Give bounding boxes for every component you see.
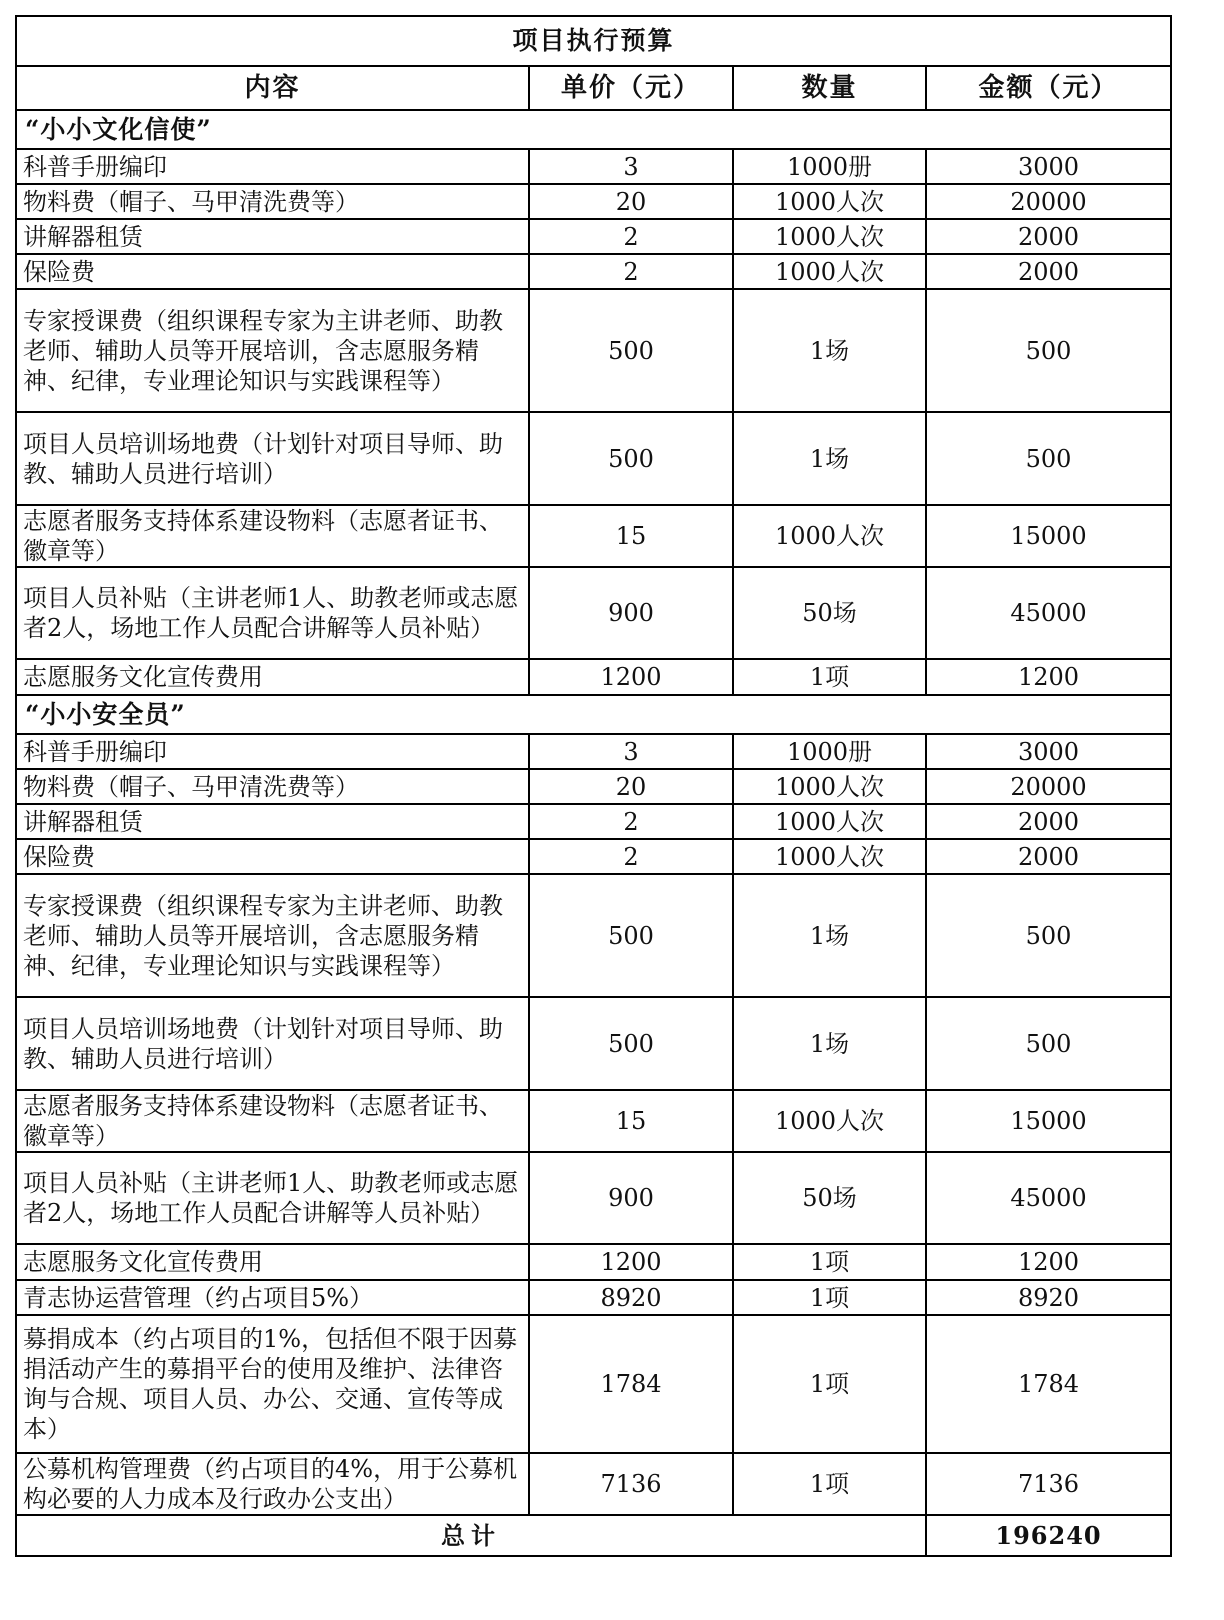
cell-content: 专家授课费（组织课程专家为主讲老师、助教老师、辅助人员等开展培训，含志愿服务精神、纪律，专业理论知识与实践课程等） <box>16 289 529 412</box>
cell-amount: 2000 <box>926 219 1171 254</box>
cell-unit-price: 2 <box>529 219 733 254</box>
table-row <box>16 505 1171 567</box>
header-content: 内容 <box>16 66 529 110</box>
table-row <box>16 184 1171 219</box>
section-title: “小小文化信使” <box>16 110 1171 149</box>
cell-content: 项目人员补贴（主讲老师1人、助教老师或志愿者2人，场地工作人员配合讲解等人员补贴） <box>16 567 529 659</box>
cell-amount: 45000 <box>926 567 1171 659</box>
cell-quantity: 1000人次 <box>733 769 926 804</box>
cell-quantity: 1场 <box>733 412 926 505</box>
section-row <box>16 110 1171 149</box>
cell-quantity: 1000人次 <box>733 839 926 874</box>
cell-amount: 1784 <box>926 1315 1171 1453</box>
table-row <box>16 769 1171 804</box>
cell-content: 物料费（帽子、马甲清洗费等） <box>16 184 529 219</box>
cell-quantity: 1场 <box>733 997 926 1090</box>
cell-content: 项目人员培训场地费（计划针对项目导师、助教、辅助人员进行培训） <box>16 412 529 505</box>
cell-unit-price: 500 <box>529 997 733 1090</box>
cell-content: 保险费 <box>16 254 529 289</box>
table-row <box>16 1280 1171 1315</box>
cell-unit-price: 500 <box>529 289 733 412</box>
cell-amount: 15000 <box>926 1090 1171 1152</box>
cell-unit-price: 500 <box>529 874 733 997</box>
cell-amount: 20000 <box>926 184 1171 219</box>
table-row <box>16 567 1171 659</box>
cell-content: 保险费 <box>16 839 529 874</box>
header-row <box>16 66 1171 110</box>
cell-quantity: 1项 <box>733 1315 926 1453</box>
cell-unit-price: 1200 <box>529 1244 733 1280</box>
table-row <box>16 734 1171 769</box>
cell-unit-price: 15 <box>529 505 733 567</box>
header-quantity: 数量 <box>733 66 926 110</box>
cell-amount: 3000 <box>926 734 1171 769</box>
cell-unit-price: 900 <box>529 567 733 659</box>
cell-amount: 500 <box>926 412 1171 505</box>
cell-quantity: 1000人次 <box>733 184 926 219</box>
cell-unit-price: 8920 <box>529 1280 733 1315</box>
cell-unit-price: 500 <box>529 412 733 505</box>
cell-quantity: 1000册 <box>733 734 926 769</box>
cell-amount: 7136 <box>926 1453 1171 1515</box>
total-value: 196240 <box>926 1515 1171 1556</box>
section-title: “小小安全员” <box>16 695 1171 734</box>
cell-quantity: 1000人次 <box>733 804 926 839</box>
table-row <box>16 839 1171 874</box>
table-row <box>16 1453 1171 1515</box>
table-row <box>16 219 1171 254</box>
total-label: 总计 <box>16 1515 926 1556</box>
cell-quantity: 1项 <box>733 659 926 695</box>
table-row <box>16 254 1171 289</box>
cell-amount: 45000 <box>926 1152 1171 1244</box>
cell-quantity: 1000人次 <box>733 254 926 289</box>
cell-unit-price: 1200 <box>529 659 733 695</box>
cell-quantity: 1000人次 <box>733 219 926 254</box>
budget-table <box>15 15 1172 1557</box>
cell-quantity: 1000人次 <box>733 505 926 567</box>
cell-quantity: 1000册 <box>733 149 926 184</box>
table-row <box>16 997 1171 1090</box>
cell-unit-price: 1784 <box>529 1315 733 1453</box>
cell-content: 项目人员补贴（主讲老师1人、助教老师或志愿者2人，场地工作人员配合讲解等人员补贴） <box>16 1152 529 1244</box>
cell-amount: 2000 <box>926 254 1171 289</box>
cell-quantity: 1项 <box>733 1280 926 1315</box>
cell-quantity: 1000人次 <box>733 1090 926 1152</box>
cell-amount: 2000 <box>926 839 1171 874</box>
cell-amount: 8920 <box>926 1280 1171 1315</box>
cell-unit-price: 2 <box>529 804 733 839</box>
cell-amount: 500 <box>926 874 1171 997</box>
cell-content: 募捐成本（约占项目的1%，包括但不限于因募捐活动产生的募捐平台的使用及维护、法律咨询与合规、项目人员、办公、交通、宣传等成本） <box>16 1315 529 1453</box>
cell-unit-price: 15 <box>529 1090 733 1152</box>
cell-amount: 20000 <box>926 769 1171 804</box>
cell-amount: 2000 <box>926 804 1171 839</box>
cell-content: 公募机构管理费（约占项目的4%，用于公募机构必要的人力成本及行政办公支出） <box>16 1453 529 1515</box>
cell-content: 项目人员培训场地费（计划针对项目导师、助教、辅助人员进行培训） <box>16 997 529 1090</box>
cell-content: 讲解器租赁 <box>16 804 529 839</box>
cell-content: 青志协运营管理（约占项目5%） <box>16 1280 529 1315</box>
header-unit-price: 单价（元） <box>529 66 733 110</box>
cell-amount: 500 <box>926 289 1171 412</box>
total-row <box>16 1515 1171 1556</box>
cell-quantity: 1场 <box>733 874 926 997</box>
cell-content: 志愿者服务支持体系建设物料（志愿者证书、徽章等） <box>16 1090 529 1152</box>
cell-content: 科普手册编印 <box>16 734 529 769</box>
cell-unit-price: 2 <box>529 839 733 874</box>
cell-amount: 1200 <box>926 659 1171 695</box>
cell-unit-price: 3 <box>529 149 733 184</box>
table-row <box>16 1090 1171 1152</box>
cell-unit-price: 900 <box>529 1152 733 1244</box>
table-row <box>16 412 1171 505</box>
cell-unit-price: 2 <box>529 254 733 289</box>
cell-content: 讲解器租赁 <box>16 219 529 254</box>
header-amount: 金额（元） <box>926 66 1171 110</box>
cell-content: 志愿服务文化宣传费用 <box>16 1244 529 1280</box>
cell-quantity: 1场 <box>733 289 926 412</box>
cell-quantity: 1项 <box>733 1244 926 1280</box>
cell-quantity: 1项 <box>733 1453 926 1515</box>
cell-quantity: 50场 <box>733 567 926 659</box>
cell-unit-price: 7136 <box>529 1453 733 1515</box>
table-row <box>16 1152 1171 1244</box>
cell-content: 科普手册编印 <box>16 149 529 184</box>
table-row <box>16 149 1171 184</box>
title-row <box>16 16 1171 66</box>
cell-content: 专家授课费（组织课程专家为主讲老师、助教老师、辅助人员等开展培训，含志愿服务精神、纪律，专业理论知识与实践课程等） <box>16 874 529 997</box>
cell-quantity: 50场 <box>733 1152 926 1244</box>
cell-amount: 15000 <box>926 505 1171 567</box>
table-row <box>16 874 1171 997</box>
table-row <box>16 289 1171 412</box>
cell-unit-price: 20 <box>529 184 733 219</box>
cell-content: 物料费（帽子、马甲清洗费等） <box>16 769 529 804</box>
cell-unit-price: 3 <box>529 734 733 769</box>
section-row <box>16 695 1171 734</box>
cell-amount: 500 <box>926 997 1171 1090</box>
cell-content: 志愿服务文化宣传费用 <box>16 659 529 695</box>
cell-amount: 1200 <box>926 1244 1171 1280</box>
table-row <box>16 1315 1171 1453</box>
table-row <box>16 804 1171 839</box>
cell-amount: 3000 <box>926 149 1171 184</box>
cell-content: 志愿者服务支持体系建设物料（志愿者证书、徽章等） <box>16 505 529 567</box>
table-row <box>16 659 1171 695</box>
table-title: 项目执行预算 <box>16 16 1171 66</box>
cell-unit-price: 20 <box>529 769 733 804</box>
budget-sheet <box>15 15 1170 1557</box>
table-row <box>16 1244 1171 1280</box>
